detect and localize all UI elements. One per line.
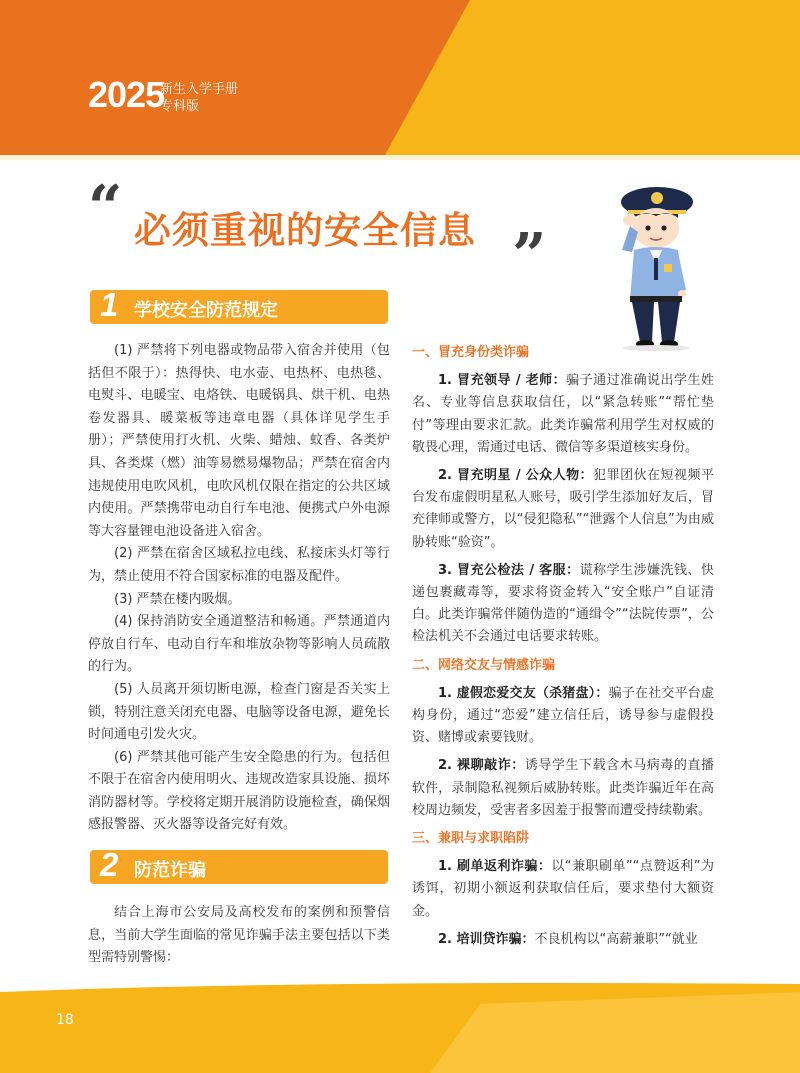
safety-rules-text [88,340,390,837]
section-header-anti-fraud [90,846,388,884]
rule-paragraph: (5) 人员离开须切断电源，检查门窗是否关实上锁，特别注意关闭充电器、电脑等设备电源，避免长时间通电引发火灾。 [88,681,390,743]
fraud-item [412,560,714,649]
fraud-types-column [412,338,714,957]
fraud-item [412,465,714,554]
footer-background [0,980,800,1073]
rule-paragraph: (3) 严禁在楼内吸烟。 [114,591,241,607]
category-heading: 一、冒充身份类诈骗 [412,345,530,360]
fraud-item-text: 谎称学生涉嫌洗钱、快递包裹藏毒等，要求将资金转入“安全账户”自证清白。此类诈骗常伴随伪造的“通缉令”“法院传票”，公检法机关不会通过电话要求转账。 [412,562,714,645]
fraud-item-text: 犯罪团伙在短视频平台发布虚假明星私人账号，吸引学生添加好友后，冒充律师或警方，以“侵犯隐私”“泄露个人信息”为由威胁转账“验资”。 [412,468,714,550]
fraud-item-lead: 2. 冒充明星 / 公众人物： [438,468,594,484]
fraud-item [412,370,714,459]
section-number: 1 [100,286,119,323]
handbook-edition: 专科版 [160,99,200,114]
fraud-item-lead: 1. 冒充领导 / 老师： [438,373,567,389]
section-title: 学校安全防范规定 [134,300,278,321]
fraud-item-lead: 1. 刷单返利诈骗： [438,859,552,875]
fraud-item [412,929,714,951]
fraud-item-lead: 2. 裸聊敲诈： [438,758,525,774]
fraud-item [412,683,714,750]
rule-paragraph: (1) 严禁将下列电器或物品带入宿舍并使用（包括但不限于）：热得快、电水壶、电热杯、电热毯、电熨斗、电暖宝、电烙铁、电暖锅具、烘干机、电热卷发器具、暖菜板等违章电器（具体详见学生手册）；严禁使用打火机、火柴、蜡烛、蚊香、各类炉具、各类煤（燃）油等易燃易爆物品；严禁在宿舍内违规使用电吹风机，电吹风机仅限在指定的公共区域内使用。严禁携带电动自行车电池、便携式户外电源等大容量锂电池设备进入宿舍。 [88,343,390,539]
fraud-item-lead: 3. 冒充公检法 / 客服： [438,562,580,578]
rule-paragraph: (2) 严禁在宿舍区域私拉电线、私接床头灯等行为，禁止使用不符合国家标准的电器及配件。 [88,546,390,584]
fraud-item-text: 骗子通过准确说出学生姓名、专业等信息获取信任，以“紧急转账”“帮忙垫付”等理由要求汇款。此类诈骗常利用学生对权威的敬畏心理，需通过电话、微信等多渠道核实身份。 [412,373,714,455]
rule-paragraph: (6) 严禁其他可能产生安全隐患的行为。包括但不限于在宿舍内使用明火、违规改造家具设施、损坏消防器材等。学校将定期开展消防设施检查，确保烟感报警器、灭火器等设备完好有效。 [88,749,390,833]
intro-paragraph: 结合上海市公安局及高校发布的案例和预警信息，当前大学生面临的常见诈骗手法主要包括以下类型需特别警惕： [88,905,390,966]
handbook-title: 新生入学手册 [160,82,239,97]
page-title: 必须重视的安全信息 [134,209,476,252]
quote-open-mark: “ [88,173,123,243]
page-footer [0,980,800,1073]
fraud-item-text: 诱导学生下载含木马病毒的直播软件，录制隐私视频后威胁转账。此类诈骗近年在高校周边频发，受害者多因羞于报警而遭受持续勒索。 [412,758,714,818]
quote-close-mark: ” [512,221,547,291]
category-heading: 二、网络交友与情感诈骗 [412,657,556,673]
fraud-item-lead: 1. 虚假恋爱交友（杀猪盘）： [438,685,609,701]
fraud-item [412,755,714,822]
fraud-item-lead: 2. 培训贷诈骗： [438,931,535,947]
section-title: 防范诈骗 [134,860,206,881]
fraud-item [412,856,714,923]
section-number: 2 [100,846,119,883]
page-number: 18 [56,1012,74,1028]
police-mascot-illustration [600,172,710,352]
page-header [0,0,800,160]
section-header-safety-rules [90,286,388,324]
fraud-item-text: 以“兼职刷单”“点赞返利”为诱饵，初期小额返利获取信任后，要求垫付大额资金。 [412,859,714,919]
fraud-item-text: 骗子在社交平台虚构身份，通过“恋爱”建立信任后，诱导参与虚假投资、赌博或索要钱财。 [412,685,714,746]
rule-paragraph: (4) 保持消防安全通道整洁和畅通。严禁通道内停放自行车、电动自行车和堆放杂物等影响人员疏散的行为。 [88,614,390,675]
category-heading: 三、兼职与求职陷阱 [412,831,530,847]
anti-fraud-intro [88,902,390,970]
handbook-year: 2025 [88,74,165,115]
fraud-item-text: 不良机构以“高薪兼职”“就业 [534,931,698,947]
